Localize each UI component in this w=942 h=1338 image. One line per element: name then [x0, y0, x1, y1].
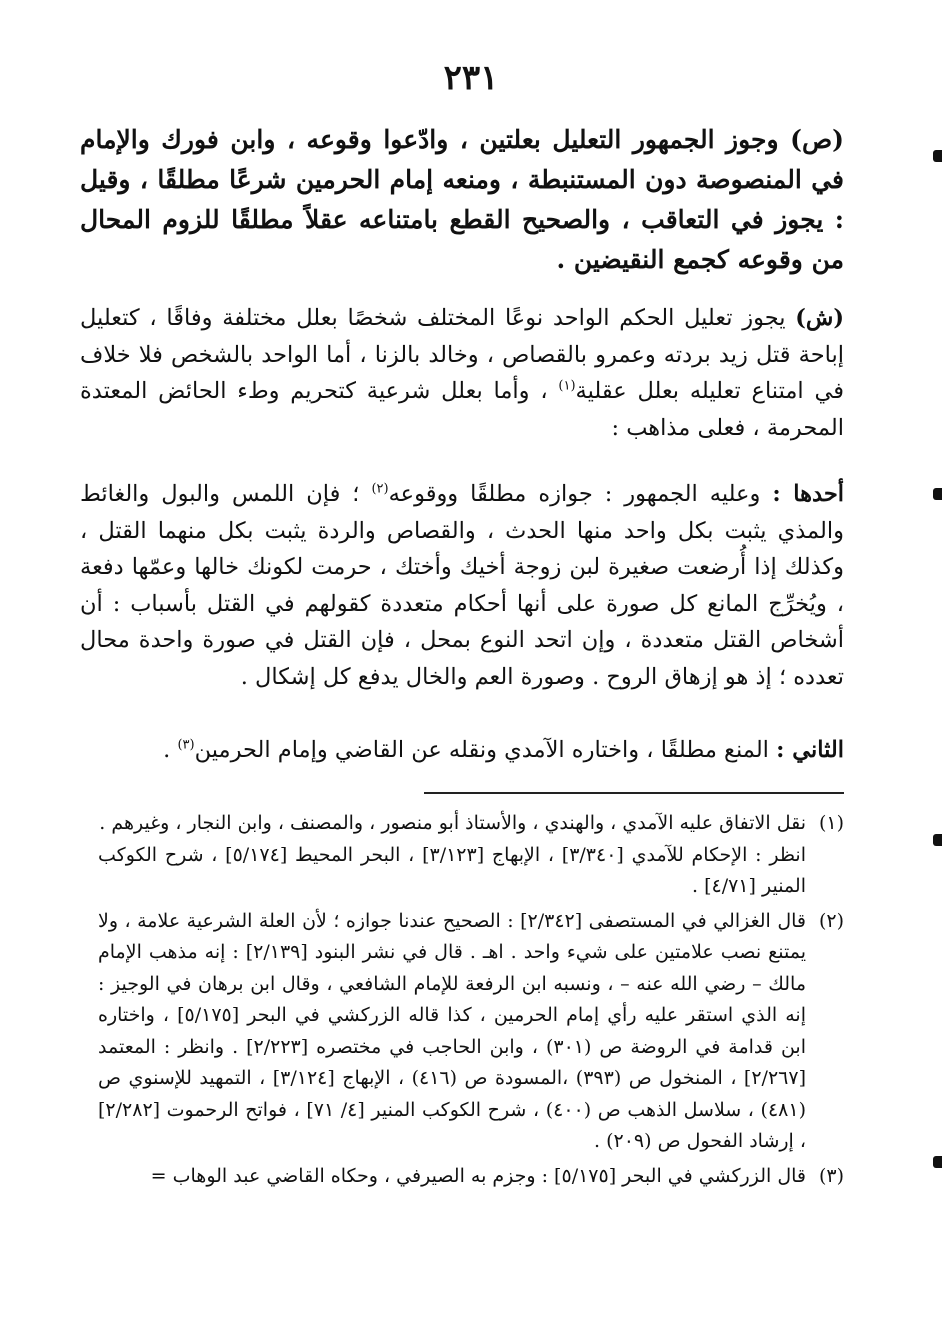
scan-edge-mark: [933, 488, 942, 500]
footnote-ref-1: (١): [558, 378, 576, 394]
footnotes: [98, 808, 844, 1195]
footnote-separator: [424, 792, 844, 794]
sharh-text: .: [163, 737, 178, 763]
footnote-number: (٣): [818, 1164, 844, 1187]
footnote-text: قال الزركشي في البحر [٥/١٧٥] : وجزم به الصيرفي ، وحكاه القاضي عبد الوهاب =: [150, 1164, 806, 1187]
sharh-text: وعليه الجمهور : جوازه مطلقًا ووقوعه: [388, 481, 773, 507]
footnote-ref-3: (٣): [177, 737, 195, 753]
sharh-paragraph-1: [80, 300, 844, 446]
sharh-text: يجوز تعليل الحكم الواحد نوعًا المختلف شخصًا بعلل مختلفة وفاقًا ، كتعليل إباحة قتل زيد بردته وعمرو بالقصاص ، وخالد بالزنا ، أما الواحد بالشخص فلا خلاف في امتناع تعليله بعلل عقلية: [80, 305, 844, 404]
page-number: ٢٣١: [443, 58, 499, 98]
opinion-heading-second: الثاني :: [776, 737, 844, 763]
footnote-1: [98, 808, 844, 903]
footnote-number: (٢): [818, 909, 844, 932]
scan-edge-mark: [933, 834, 942, 846]
scan-edge-mark: [933, 150, 942, 162]
footnote-2: [98, 906, 844, 1158]
footnote-text: نقل الاتفاق عليه الآمدي ، والهندي ، والأستاذ أبو منصور ، والمصنف ، وابن النجار ، وغيرهم .: [99, 812, 806, 834]
sharh-text: ؛ فإن اللمس والبول والغائط والمذي يثبت بكل واحد منها الحدث ، والقصاص والردة يثبت بكل منهما القتل ، وكذلك إذا أُرضعت صغيرة لبن زوجة أخيك وأختك ، حرمت لكونك خالها وعمّها دفعة ، ويُخرِّج المانع كل صورة على أنها أحكام متعددة كقولهم في القتل بأسباب : أن أشخاص القتل متعددة ، وإن اتحد النوع بمحل ، فإن القتل في صورة واحدة محال تعدده ؛ إذ هو إزهاق الروح . وصورة العم والخال يدفع كل إشكال .: [80, 481, 844, 690]
footnote-text: قال الغزالي في المستصفى [٢/٣٤٢] : الصحيح عندنا جوازه ؛ لأن العلة الشرعية علامة ، ولا يمتنع نصب علامتين على شيء واحد . اهـ . قال في نشر البنود [٢/١٣٩] : إنه مذهب الإمام مالك – رضي الله عنه – ، ونسبه ابن الرفعة للإمام الشافعي ، وقال ابن برهان في الوجيز : إنه الذي استقر عليه رأي إمام الحرمين ، كذا قاله الزركشي في البحر [٥/١٧٥] ، واختاره ابن قدامة في الروضة ص (٣٠١) ، وابن الحاجب في مختصره [٢/٢٢٣] . وانظر : المعتمد [٢/٢٦٧] ، المنخول ص (٣٩٣) ،المسودة ص (٤١٦) ، الإبهاج [٣/١٢٤] ، التمهيد للإسنوي ص (٤٨١) ، سلاسل الذهب ص (٤٠٠) ، شرح الكوكب المنير [٤/ ٧١] ، فواتح الرحموت [٢/٢٨٢] ، إرشاد الفحول ص (٢٠٩) .: [98, 909, 807, 1152]
opinion-heading-first: أحدها :: [772, 481, 844, 507]
footnote-3: [98, 1161, 844, 1193]
footnote-number: (١): [818, 812, 844, 834]
footnote-ref-2: (٢): [371, 481, 389, 497]
sharh-text: المنع مطلقًا ، واختاره الآمدي ونقله عن القاضي وإمام الحرمين: [194, 737, 777, 763]
sharh-text: ، وأما بعلل شرعية كتحريم وطء الحائض المعتدة المحرمة ، فعلى مذاهب :: [80, 378, 844, 441]
sharh-marker: (ش): [795, 305, 844, 331]
scan-edge-mark: [933, 1156, 942, 1168]
sharh-paragraph-3: [80, 732, 844, 769]
matn-paragraph: (ص) وجوز الجمهور التعليل بعلتين ، وادّعوا وقوعه ، وابن فورك والإمام في المنصوصة دون المستنبطة ، ومنعه إمام الحرمين شرعًا مطلقًا ، وقيل : يجوز في التعاقب ، والصحيح القطع بامتناعه عقلاً مطلقًا للزوم المحال من وقوعه كجمع النقيضين .: [80, 125, 844, 274]
footnote-text: انظر : الإحكام للآمدي [٣/٣٤٠] ، الإبهاج [٣/١٢٣] ، البحر المحيط [٥/١٧٤] ، شرح الكوكب المنير [٤/٧١] .: [98, 843, 806, 897]
sharh-paragraph-2: [80, 476, 844, 695]
